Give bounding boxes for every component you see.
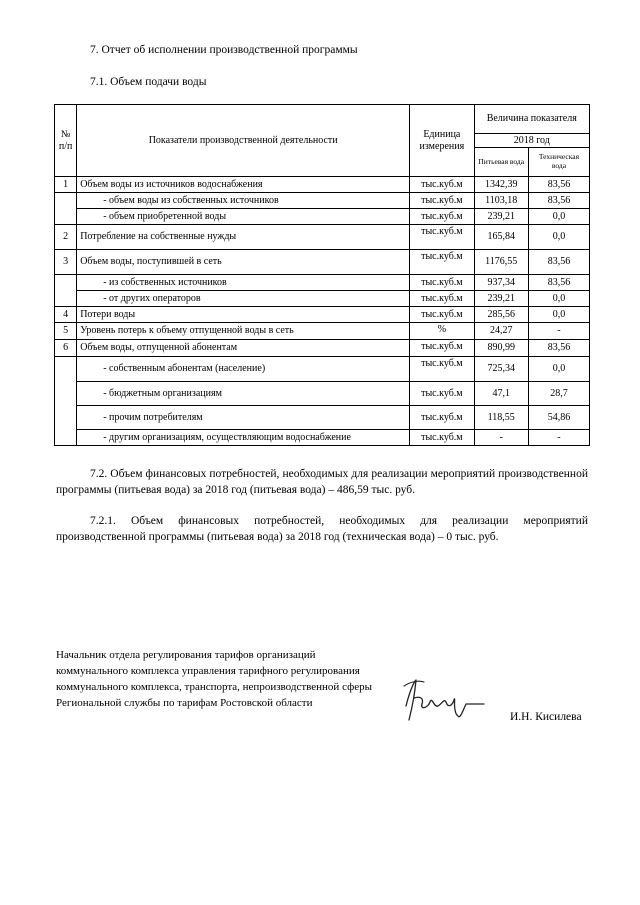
handwritten-signature	[400, 668, 490, 728]
table-row	[55, 225, 590, 250]
row-num: 4	[55, 307, 77, 323]
row-drinking: 47,1	[474, 382, 528, 406]
row-technical: 0,0	[528, 307, 589, 323]
row-indicator: - бюджетным организациям	[77, 382, 410, 406]
row-drinking: 1176,55	[474, 250, 528, 275]
table-row	[55, 275, 590, 291]
row-indicator: - собственным абонентам (население)	[77, 357, 410, 382]
table-row	[55, 291, 590, 307]
row-indicator: Потребление на собственные нужды	[77, 225, 410, 250]
row-unit: тыс.куб.м	[410, 406, 474, 430]
row-technical: 0,0	[528, 209, 589, 225]
row-drinking: 890,99	[474, 340, 528, 357]
table-row	[55, 382, 590, 406]
row-num	[55, 193, 77, 225]
row-drinking: 24,27	[474, 323, 528, 340]
water-supply-table	[54, 104, 590, 446]
row-drinking: -	[474, 430, 528, 446]
row-num: 3	[55, 250, 77, 275]
signer-position: Начальник отдела регулирования тарифов организаций коммунального комплекса управления тарифного регулирования коммунального комплекса, транспорта, непроизводственной сферы Региональной службы по тарифам Ростовской области	[56, 649, 372, 709]
row-drinking: 725,34	[474, 357, 528, 382]
header-unit: Единица измерения	[410, 105, 474, 177]
header-drinking-water: Питьевая вода	[474, 148, 528, 177]
table-row	[55, 340, 590, 357]
row-technical: 0,0	[528, 291, 589, 307]
row-technical: -	[528, 323, 589, 340]
row-technical: -	[528, 430, 589, 446]
row-drinking: 1103,18	[474, 193, 528, 209]
table-row	[55, 357, 590, 382]
paragraph-financial-drinking: 7.2. Объем финансовых потребностей, необходимых для реализации мероприятий производственной программы (питьевая вода) за 2018 год (питьевая вода) – 486,59 тыс. руб.	[56, 468, 588, 496]
row-indicator: - объем приобретенной воды	[77, 209, 410, 225]
row-unit: тыс.куб.м	[410, 291, 474, 307]
row-technical: 28,7	[528, 382, 589, 406]
table-row	[55, 430, 590, 446]
row-drinking: 239,21	[474, 209, 528, 225]
table-row	[55, 209, 590, 225]
row-indicator: - другим организациям, осуществляющим водоснабжение	[77, 430, 410, 446]
row-unit: %	[410, 323, 474, 340]
row-drinking: 165,84	[474, 225, 528, 250]
row-technical: 0,0	[528, 225, 589, 250]
row-unit: тыс.куб.м	[410, 430, 474, 446]
table-row	[55, 406, 590, 430]
row-unit: тыс.куб.м	[410, 177, 474, 193]
row-indicator: - прочим потребителям	[77, 406, 410, 430]
row-drinking: 937,34	[474, 275, 528, 291]
row-indicator: Объем воды, поступившей в сеть	[77, 250, 410, 275]
table-row	[55, 250, 590, 275]
row-drinking: 239,21	[474, 291, 528, 307]
header-technical-water: Техническая вода	[528, 148, 589, 177]
row-unit: тыс.куб.м	[410, 225, 474, 250]
row-indicator: - из собственных источников	[77, 275, 410, 291]
row-technical: 83,56	[528, 250, 589, 275]
row-unit: тыс.куб.м	[410, 275, 474, 291]
row-technical: 83,56	[528, 193, 589, 209]
row-num	[55, 275, 77, 307]
row-num: 6	[55, 340, 77, 357]
row-unit: тыс.куб.м	[410, 382, 474, 406]
subsection-title: 7.1. Объем подачи воды	[90, 76, 207, 88]
row-indicator: - объем воды из собственных источников	[77, 193, 410, 209]
row-unit: тыс.куб.м	[410, 357, 474, 382]
section-title: 7. Отчет об исполнении производственной программы	[90, 44, 358, 56]
row-num: 5	[55, 323, 77, 340]
row-technical: 83,56	[528, 177, 589, 193]
header-year: 2018 год	[474, 134, 589, 148]
row-drinking: 1342,39	[474, 177, 528, 193]
row-num: 1	[55, 177, 77, 193]
header-indicator: Показатели производственной деятельности	[77, 105, 410, 177]
row-indicator: Уровень потерь к объему отпущенной воды в сеть	[77, 323, 410, 340]
row-num: 2	[55, 225, 77, 250]
row-indicator: Объем воды из источников водоснабжения	[77, 177, 410, 193]
table-row	[55, 193, 590, 209]
row-technical: 83,56	[528, 275, 589, 291]
header-num: № п/п	[55, 105, 77, 177]
table-row	[55, 307, 590, 323]
row-indicator: - от других операторов	[77, 291, 410, 307]
row-unit: тыс.куб.м	[410, 307, 474, 323]
signer-name: И.Н. Кисилева	[510, 711, 582, 723]
paragraph-financial-technical: 7.2.1. Объем финансовых потребностей, необходимых для реализации мероприятий производственной программы (питьевая вода) за 2018 год (техническая вода) – 0 тыс. руб.	[56, 515, 588, 543]
row-drinking: 118,55	[474, 406, 528, 430]
row-indicator: Потери воды	[77, 307, 410, 323]
row-technical: 0,0	[528, 357, 589, 382]
table-row	[55, 323, 590, 340]
row-drinking: 285,56	[474, 307, 528, 323]
row-technical: 54,86	[528, 406, 589, 430]
table-row	[55, 177, 590, 193]
row-unit: тыс.куб.м	[410, 340, 474, 357]
row-num	[55, 357, 77, 446]
row-unit: тыс.куб.м	[410, 250, 474, 275]
row-unit: тыс.куб.м	[410, 209, 474, 225]
row-unit: тыс.куб.м	[410, 193, 474, 209]
row-technical: 83,56	[528, 340, 589, 357]
header-value-group: Величина показателя	[474, 105, 589, 134]
row-indicator: Объем воды, отпущенной абонентам	[77, 340, 410, 357]
